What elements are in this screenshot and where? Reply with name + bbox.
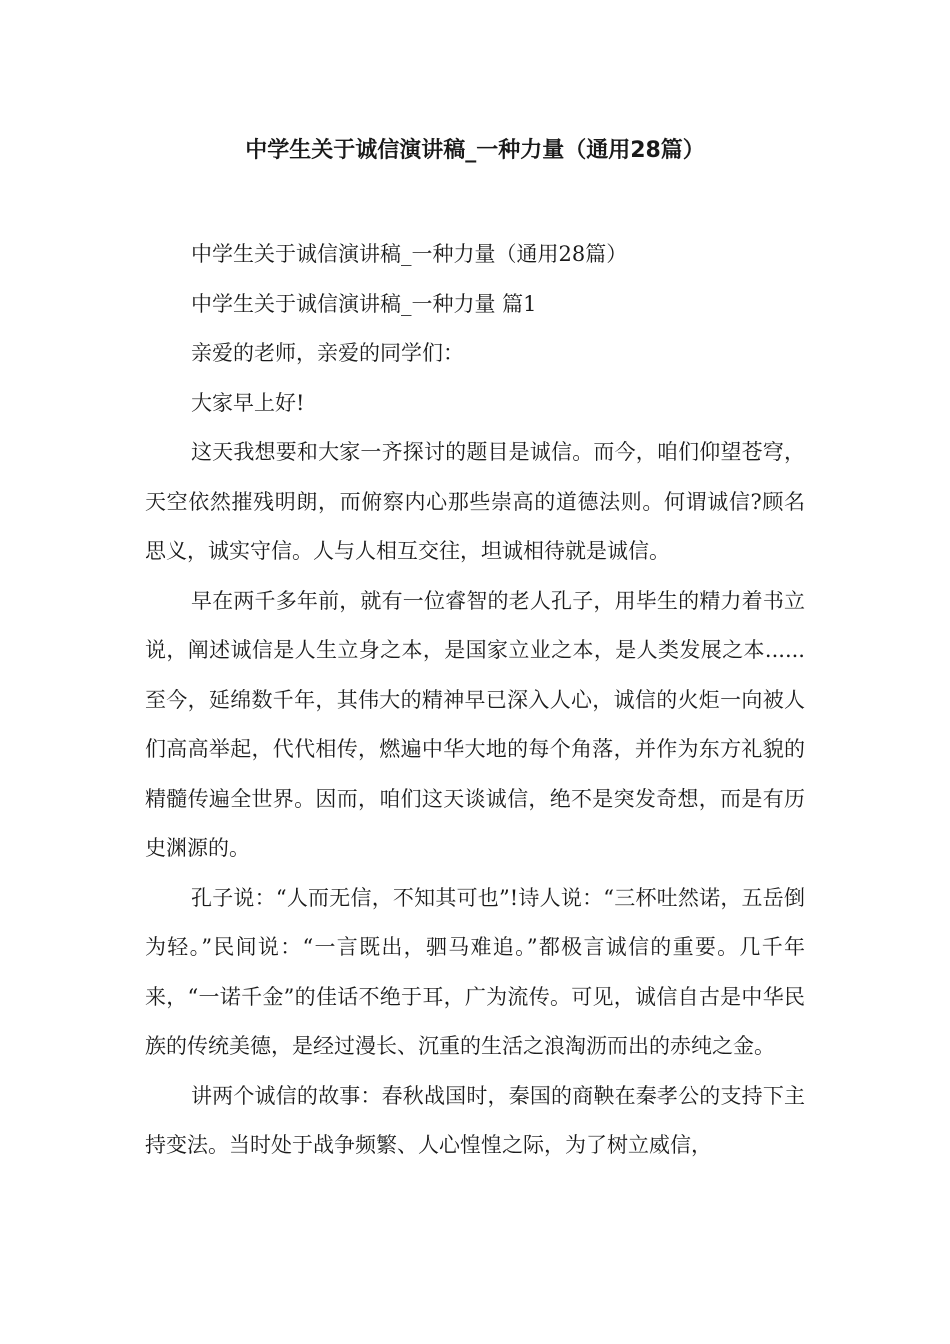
paragraph-subtitle: 中学生关于诚信演讲稿_一种力量（通用28篇）	[191, 242, 628, 266]
paragraph-body: 孔子说：“人而无信，不知其可也”!诗人说：“三杯吐然诺，五岳倒为轻。”民间说：“一言既出，驷马难追。”都极言诚信的重要。几千年来，“一诺千金”的佳话不绝于耳，广为流传。可见，诚信自古是中华民族的传统美德，是经过漫长、沉重的生活之浪淘沥而出的赤纯之金。	[145, 885, 805, 1058]
paragraph-body: 讲两个诚信的故事：春秋战国时，秦国的商鞅在秦孝公的支持下主持变法。当时处于战争频繁、人心惶惶之际，为了树立威信，	[145, 1083, 805, 1157]
document-body	[145, 230, 805, 1171]
document-title: 中学生关于诚信演讲稿_一种力量（通用28篇）	[245, 138, 705, 163]
paragraph-salutation: 亲爱的老师，亲爱的同学们：	[191, 341, 464, 365]
paragraph-body: 早在两千多年前，就有一位睿智的老人孔子，用毕生的精力着书立说，阐述诚信是人生立身之本，是国家立业之本，是人类发展之本......至今，延绵数千年，其伟大的精神早已深入人心，诚信的火炬一向被人们高高举起，代代相传，燃遍中华大地的每个角落，并作为东方礼貌的精髓传遍全世界。因而，咱们这天谈诚信，绝不是突发奇想，而是有历史渊源的。	[145, 588, 805, 860]
paragraph-greeting: 大家早上好!	[191, 390, 305, 415]
paragraph-body: 这天我想要和大家一齐探讨的题目是诚信。而今，咱们仰望苍穹，天空依然摧残明朗，而俯察内心那些崇高的道德法则。何谓诚信?顾名思义，诚实守信。人与人相互交往，坦诚相待就是诚信。	[145, 440, 805, 563]
paragraph-section-heading: 中学生关于诚信演讲稿_一种力量 篇1	[191, 291, 537, 316]
